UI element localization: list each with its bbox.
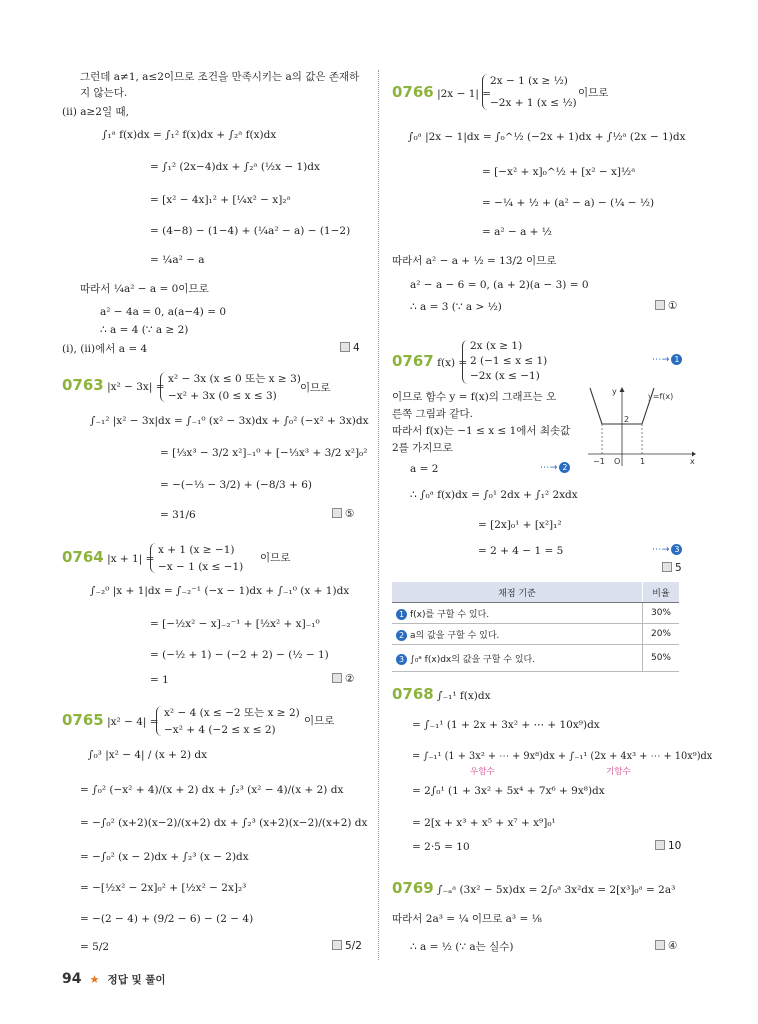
abs-expression: |x + 1| = [107, 553, 155, 565]
suffix-text: 이므로 [578, 87, 609, 99]
solution-line: = −¼ + ½ + (a² − a) − (¼ − ½) [482, 197, 655, 209]
abs-expression: |x² − 4| = [107, 716, 159, 728]
case-line: −x² + 4 (−2 ≤ x ≤ 2) [164, 724, 276, 736]
grading-header-row [392, 582, 679, 603]
solution-line: = 1 [150, 674, 169, 686]
odd-function-label: 기함수 [606, 767, 631, 777]
step-marker: ⋯→ 3 [652, 544, 682, 555]
answer-badge: 4 [340, 342, 360, 354]
solution-line: = ∫₋₁¹ (1 + 2x + 3x² + ⋯ + 10x⁹)dx [412, 719, 600, 731]
solution-line: = −∫₀² (x+2)(x−2)/(x+2) dx + ∫₂³ (x+2)(x−2)/(x+2) dx [80, 817, 368, 829]
origin-label: O [614, 457, 621, 466]
brace [482, 74, 489, 110]
case-line: −2x + 1 (x ≤ ½) [490, 97, 577, 109]
step-marker: ⋯→ 2 [540, 462, 570, 473]
function-label: f(x) = [437, 357, 468, 369]
ratio-header: 비율 [643, 582, 680, 603]
answer-badge: ② [332, 673, 354, 685]
therefore-line: 따라서 2a³ = ¼ 이므로 a³ = ⅛ [392, 913, 542, 925]
solution-line: = [−½x² − x]₋₂⁻¹ + [½x² + x]₋₁⁰ [150, 618, 320, 630]
solution-line: = −(−⅓ − 3/2) + (−8/3 + 6) [160, 479, 312, 491]
solution-line: = 2·5 = 10 [412, 841, 470, 853]
abs-expression: |2x − 1| = [437, 88, 492, 100]
case-line: −x² + 3x (0 ≤ x ≤ 3) [168, 390, 277, 402]
solution-line: = ∫₀² (−x² + 4)/(x + 2) dx + ∫₂³ (x² − 4)/(x + 2) dx [80, 784, 344, 796]
solution-line: = [−x² + x]₀^½ + [x² − x]½ᵃ [482, 166, 636, 178]
equation: ∫₋ₐᵃ (3x² − 5x)dx = 2∫₀ᵃ 3x²dx = 2[x³]₀ᵃ = 2a³ [437, 884, 676, 896]
y-axis-arrow-icon [620, 387, 625, 392]
case-line: 2x − 1 (x ≥ ½) [490, 75, 568, 87]
suffix-text: 이므로 [304, 715, 335, 727]
suffix-text: 이므로 [260, 552, 291, 564]
solution-line: ∫₋₂⁰ |x + 1|dx = ∫₋₂⁻¹ (−x − 1)dx + ∫₋₁⁰ (x + 1)dx [90, 585, 350, 597]
answer-badge: ① [655, 300, 677, 312]
solution-line: = −(2 − 4) + (9/2 − 6) − (2 − 4) [80, 913, 254, 925]
grading-row [392, 624, 679, 645]
grading-ratio: 30% [643, 603, 680, 624]
conclusion: (i), (ii)에서 a = 4 [62, 343, 148, 355]
answer-box-icon [655, 300, 665, 310]
tick-label: 2 [624, 415, 630, 424]
grading-text: f(x)를 구할 수 있다. [410, 609, 490, 620]
solution-line: = (−½ + 1) − (−2 + 2) − (½ − 1) [150, 649, 329, 661]
case2-line: = ¼a² − a [150, 254, 205, 266]
answer-badge: 5 [662, 562, 682, 574]
desc-line: 이므로 함수 y = f(x)의 그래프는 오 [392, 391, 557, 403]
intro-line-2: 지 않는다. [80, 87, 128, 99]
integral-header: ∫₋₁¹ f(x)dx [437, 690, 491, 702]
problem-number: 0765 [62, 711, 104, 729]
step-badge-icon: 2 [396, 630, 407, 641]
problem-number: 0764 [62, 548, 104, 566]
answer-badge: ④ [655, 940, 677, 952]
case2-label: (ii) a≥2일 때, [62, 106, 129, 118]
suffix-text: 이므로 [300, 382, 331, 394]
y-label: y [612, 387, 617, 396]
solution-line: = 2 + 4 − 1 = 5 [478, 545, 564, 557]
case2-line: = [x² − 4x]₁² + [¼x² − x]₂ᵃ [150, 194, 291, 206]
case2-line: = ∫₁² (2x−4)dx + ∫₂ᵃ (½x − 1)dx [150, 161, 320, 173]
problem-number: 0768 [392, 685, 434, 703]
desc-line: 따라서 f(x)는 −1 ≤ x ≤ 1에서 최솟값 [392, 425, 571, 437]
problem-number: 0769 [392, 879, 434, 897]
answer-box-icon [655, 840, 665, 850]
step-marker: ⋯→ 1 [652, 354, 682, 365]
solution-line: = 5/2 [80, 941, 110, 953]
problem-number: 0766 [392, 83, 434, 101]
therefore-line: ∴ a = ½ (∵ a는 실수) [410, 941, 514, 953]
brace [150, 543, 157, 573]
tick-label: 1 [640, 457, 646, 466]
step-badge-icon: 1 [396, 609, 407, 620]
criteria-header: 채점 기준 [392, 582, 643, 603]
therefore-line: ∴ a = 4 (∵ a ≥ 2) [100, 324, 189, 336]
function-graph [588, 384, 698, 470]
grading-table [392, 582, 679, 672]
solution-line: = 2[x + x³ + x⁵ + x⁷ + x⁹]₀¹ [412, 817, 556, 829]
solution-line: = [⅓x³ − 3/2 x²]₋₁⁰ + [−⅓x³ + 3/2 x²]₀² [160, 447, 368, 459]
therefore-line: 따라서 ¼a² − a = 0이므로 [80, 283, 209, 295]
x-axis-arrow-icon [692, 452, 696, 457]
answer-badge: ⑤ [332, 508, 354, 520]
grading-row [392, 645, 679, 672]
tick-label: −1 [593, 457, 605, 466]
grading-text: ∫₀ᵃ f(x)dx의 값을 구할 수 있다. [410, 654, 536, 665]
answer-box-icon [340, 342, 350, 352]
answer-badge: 5/2 [332, 940, 362, 952]
case2-line: ∫₁ᵃ f(x)dx = ∫₁² f(x)dx + ∫₂ᵃ f(x)dx [102, 129, 277, 141]
therefore-line: a² − a − 6 = 0, (a + 2)(a − 3) = 0 [410, 279, 589, 291]
solution-line: ∫₋₁² |x² − 3x|dx = ∫₋₁⁰ (x² − 3x)dx + ∫₀² (−x² + 3x)dx [90, 415, 369, 427]
brace [160, 372, 167, 402]
column-divider [378, 70, 379, 960]
page-footer [62, 968, 166, 987]
a-value: a = 2 [410, 463, 439, 475]
footer-label: 정답 및 풀이 [107, 974, 166, 986]
answer-box-icon [332, 673, 342, 683]
case-line: x² − 3x (x ≤ 0 또는 x ≥ 3) [168, 373, 301, 385]
case-line: −2x (x ≤ −1) [470, 370, 540, 382]
curve-label: y=f(x) [648, 392, 674, 401]
case-line: −x − 1 (x ≤ −1) [158, 561, 244, 573]
page-number: 94 [62, 971, 82, 987]
desc-line: 른쪽 그림과 같다. [392, 408, 474, 420]
solution-line: ∴ ∫₀ᵃ f(x)dx = ∫₀¹ 2dx + ∫₁² 2xdx [410, 489, 578, 501]
solution-line: = −∫₀² (x − 2)dx + ∫₂³ (x − 2)dx [80, 851, 249, 863]
solution-line: ∫₀ᵃ |2x − 1|dx = ∫₀^½ (−2x + 1)dx + ∫½ᵃ (2x − 1)dx [408, 131, 686, 143]
problem-number: 0763 [62, 376, 104, 394]
solution-line: = ∫₋₁¹ (1 + 3x² + ⋯ + 9x⁸)dx + ∫₋₁¹ (2x + 4x³ + ⋯ + 10x⁹)dx [412, 751, 713, 762]
solution-line: = a² − a + ½ [482, 226, 552, 238]
grading-ratio: 50% [643, 645, 680, 672]
x-label: x [690, 457, 695, 466]
solution-line: = [2x]₀¹ + [x²]₁² [478, 519, 562, 531]
case2-line: = (4−8) − (1−4) + (¼a² − a) − (1−2) [150, 225, 351, 237]
case-line: 2x (x ≥ 1) [470, 340, 523, 352]
answer-badge: 10 [655, 840, 681, 852]
case-line: x² − 4 (x ≤ −2 또는 x ≥ 2) [164, 707, 300, 719]
therefore-line: 따라서 a² − a + ½ = 13/2 이므로 [392, 255, 557, 267]
solution-line: ∫₀³ |x² − 4| / (x + 2) dx [88, 749, 208, 761]
case-line: 2 (−1 ≤ x ≤ 1) [470, 355, 548, 367]
therefore-line: a² − 4a = 0, a(a−4) = 0 [100, 306, 227, 318]
step-badge-icon: 3 [396, 654, 407, 665]
intro-line-1: 그런데 a≠1, a≤2이므로 조건을 만족시키는 a의 값은 존재하 [80, 71, 360, 83]
problem-number: 0767 [392, 352, 434, 370]
answer-box-icon [655, 940, 665, 950]
brace [462, 340, 469, 384]
star-icon: ★ [89, 973, 100, 986]
brace [156, 706, 163, 736]
abs-expression: |x² − 3x| = [107, 381, 165, 393]
therefore-line: ∴ a = 3 (∵ a > ½) [410, 301, 502, 313]
answer-box-icon [662, 562, 672, 572]
grading-text: a의 값을 구할 수 있다. [410, 630, 500, 641]
case-line: x + 1 (x ≥ −1) [158, 544, 235, 556]
answer-box-icon [332, 940, 342, 950]
desc-line: 2를 가지므로 [392, 442, 453, 454]
solution-line: = 2∫₀¹ (1 + 3x² + 5x⁴ + 7x⁶ + 9x⁸)dx [412, 785, 605, 797]
answer-box-icon [332, 508, 342, 518]
grading-row [392, 603, 679, 624]
even-function-label: 우함수 [470, 767, 495, 777]
grading-ratio: 20% [643, 624, 680, 645]
solution-line: = 31/6 [160, 509, 196, 521]
solution-line: = −[½x² − 2x]₀² + [½x² − 2x]₂³ [80, 882, 247, 894]
